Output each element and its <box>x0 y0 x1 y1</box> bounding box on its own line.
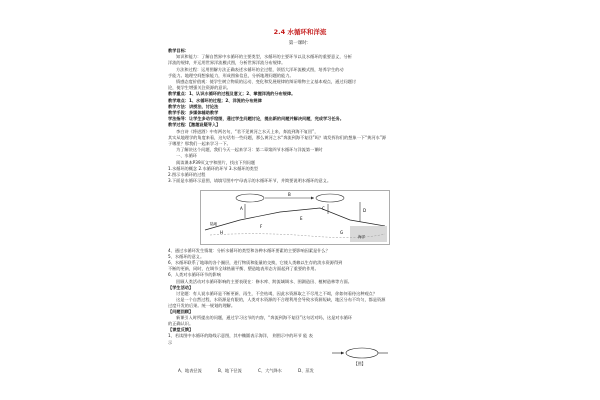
text-line: 5、水循环的意义。 <box>168 254 205 260</box>
text-line: 教学难点：1、水循环的过程；2、洋流的分布规律 <box>168 97 262 103</box>
text-line: 新课引入时所提出的问题，通过学习这节的内容，“奔流到海不复回”这句话对吗，这是对水循环 <box>176 315 353 321</box>
quiz-fig-label: 【图】 <box>354 361 366 366</box>
page-title: 2.4 水循环和洋流 <box>273 28 327 36</box>
text-line: 知识和能力：了解自然界中水循环的主要类型，水循环的主要环节以及水循环的重要意义，分析 <box>176 54 352 60</box>
text-line: 李白诗《将进酒》中有两名句，“君不见黄河之水天上来，奔流到海不复回”， <box>176 128 319 134</box>
text-line: 学法指导：让学生多动手绘图，通过学生问题讨论，提出新的问题并解决问题，完成学习任务。 <box>168 116 344 122</box>
diagram-label-land: 陆地 <box>210 222 218 226</box>
text-line: 回顾人类活动对水循环影响的主要表现在：修水库、跨流域调水、围湖造田、植树造林等方面。 <box>176 278 352 284</box>
text-line: 3.下面是水循环示意图，请填写图中字母表示的水循环环节，并简要说明水循环的意义。 <box>168 178 332 184</box>
diagram-label-g: G <box>340 230 344 235</box>
quiz-option[interactable]: D、蒸发 <box>298 368 314 373</box>
page-subtitle: 第一课时： <box>288 41 312 46</box>
text-line: 教学重点：1、认识水循环的过程及意义；2、掌握洋流的分布规律。 <box>168 91 296 97</box>
quiz-option[interactable]: A、地表径流 <box>178 368 202 373</box>
diagram-label-ocean: 海洋 <box>358 235 366 239</box>
text-line: 情感态度价值观：使学生树立物质的运动、变化和发展规律的辩证唯物主义基本观点，通过问题讨 <box>176 79 357 84</box>
diagram-label-b: B <box>288 192 291 197</box>
diagram-label-c: C <box>322 206 325 211</box>
text-line: 1.水循环的概念 2.水循环的环节 3.水循环的类型 <box>168 165 259 171</box>
text-line: 洋流的规律，并运用世界洋流模式图，分析世界洋流分布规律。 <box>168 60 286 66</box>
text-line: 教学目标： <box>168 48 189 53</box>
text-line: 方法和过程：运用图解方法正确表述水循环的全过程，领悟大洋环流模式图，培养学生的动 <box>176 66 344 72</box>
text-line: 手能力。地理空间想象能力，形成图象信息，分析地理问题的能力。 <box>168 72 294 78</box>
quiz-option[interactable]: C、大气降水 <box>258 368 282 373</box>
text-line: 6、水循环联系了地球的各个圈层，进行物质和能量的交换，它使人类赖以生存的淡水资源得到 <box>168 260 343 266</box>
diagram-label-e: E <box>300 216 303 221</box>
quiz-option[interactable]: B、地下径流 <box>218 368 242 373</box>
text-line: 论，使学生增强关注资源的意识。 <box>168 85 231 91</box>
text-line: 这是一个自然过程，水资源是有限的，人类对水资源的不合理利用会导致水资源短缺，地区分布不均匀，都是资源 <box>176 296 386 302</box>
text-line: 教学手段：多媒体辅助教学 <box>168 110 219 115</box>
diagram-label-f: F <box>260 224 263 229</box>
text-line: 的正确认识。 <box>168 321 194 327</box>
text-line: 其实从地理学的角度来看，这句话有一些问题，那么黄河之水“奔流到海不复回”吗？请发挥你们的想象一下“黄河水”源 <box>168 134 387 140</box>
text-line: 【课堂反馈】 <box>168 327 194 333</box>
text-line: 讨论题：有人说水循环是不断更新、再生，不会枯竭，因此水资源取之不尽用之不竭，你如何看待这种观点？ <box>176 290 378 296</box>
text-line: 过度开发的后果。统一规划的理解。 <box>168 302 236 308</box>
text-line: 于哪里？那我们一起来学习一下。 <box>168 141 231 146</box>
diagram-label-d: D <box>363 208 367 213</box>
text-line: 【学生活动】 <box>168 284 194 290</box>
text-line: 教学过程：【激趣设疑导入】 <box>168 122 221 128</box>
text-line: 2.图示水循环的过程 <box>168 172 206 177</box>
text-line: 6、人类对水循环环节的影响 <box>168 272 221 278</box>
text-line: 为了解决这个问题，我们今天一起来学习：第二章第四节水循环与洋流第一课时 <box>176 147 323 153</box>
text-line: 一、水循环 <box>176 153 197 159</box>
diagram-label-h: H <box>220 230 224 235</box>
text-line: 1、若读图中水循环的路线示意图，其中椭圆表示海洋， 则图示中的环节 能 表 <box>168 333 313 339</box>
text-line: 不断的更新，同时，在调节全球热量平衡、塑造地表形态方面起到了重要的作用。 <box>168 266 319 272</box>
text-line: 示 <box>168 339 173 345</box>
text-line: 【问题回顾】 <box>168 309 194 314</box>
quiz-cycle-figure <box>330 345 390 367</box>
diagram-label-a: A <box>240 206 243 211</box>
water-cycle-diagram <box>200 190 390 245</box>
text-line: 4、通过水循环发生情境：分析水循环的类型和各种水循环要素的主要影响因素是什么？ <box>168 248 330 253</box>
text-line: 阅读课本P39页文字和图片，找出下列问题 <box>176 159 256 165</box>
text-line: 教学方法：讲授法、讨论法 <box>168 103 219 109</box>
